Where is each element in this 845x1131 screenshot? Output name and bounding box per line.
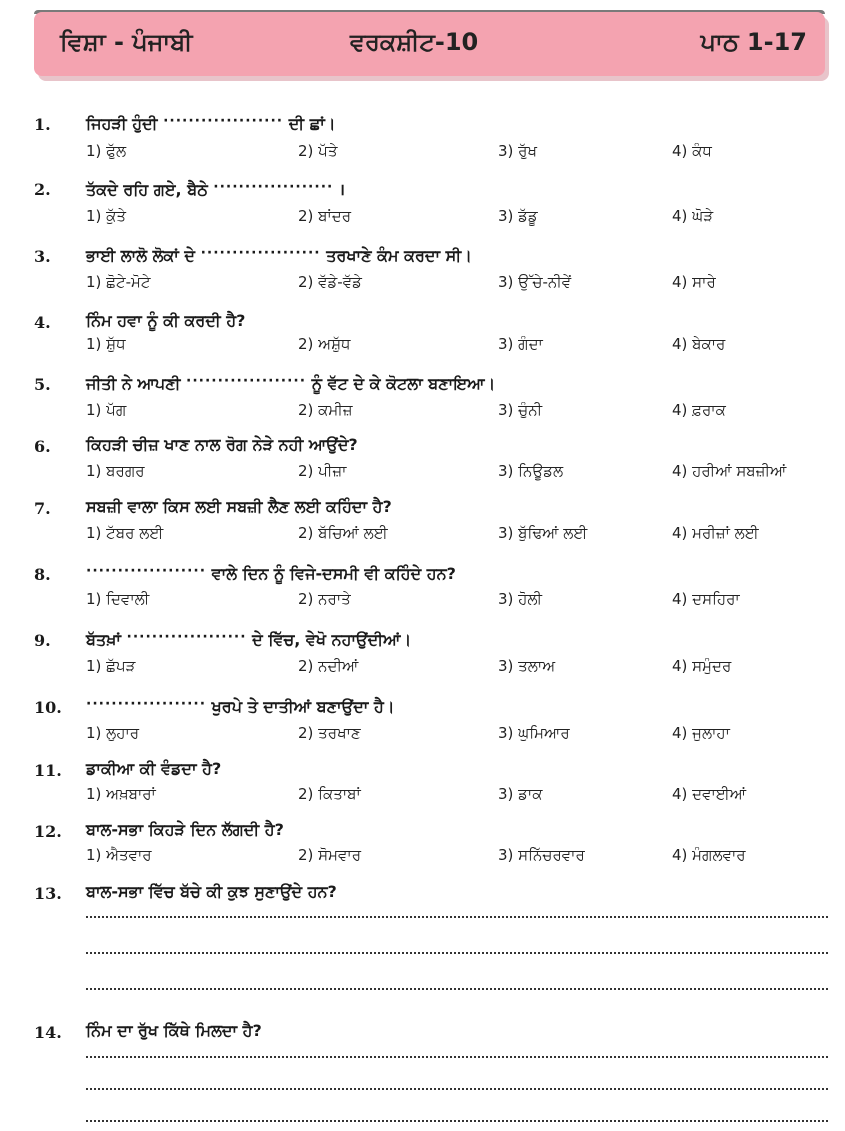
option-2: 2) ਸੋਮਵਾਰ	[298, 846, 362, 864]
option-1: 1) ਪੱਗ	[86, 401, 127, 419]
option-3: 3) ਡੱਡੂ	[498, 207, 538, 225]
question-number: 14.	[34, 1023, 62, 1042]
question-text: ਸਬਜ਼ੀ ਵਾਲਾ ਕਿਸ ਲਈ ਸਬਜ਼ੀ ਲੈਣ ਲਈ ਕਹਿੰਦਾ ਹੈ?	[86, 497, 392, 516]
option-2: 2) ਅਸ਼ੁੱਧ	[298, 335, 351, 353]
question-text-before: ਜੀਤੀ ਨੇ ਆਪਣੀ	[86, 374, 181, 393]
question-text	[86, 373, 495, 394]
option-3: 3) ਤਲਾਅ	[498, 657, 556, 675]
option-4: 4) ਹਰੀਆਂ ਸਬਜ਼ੀਆਂ	[672, 462, 787, 480]
option-3: 3) ਉੱਚੇ-ਨੀਵੇਂ	[498, 273, 572, 291]
option-1: 1) ਅਖ਼ਬਾਰਾਂ	[86, 785, 156, 803]
question-text: ਨਿੰਮ ਦਾ ਰੁੱਖ ਕਿੱਥੇ ਮਿਲਦਾ ਹੈ?	[86, 1021, 262, 1040]
question-number: 11.	[34, 761, 62, 780]
question-text-after: ਤਰਖਾਣੇ ਕੰਮ ਕਰਦਾ ਸੀ।	[326, 246, 472, 265]
option-1: 1) ਫੁੱਲ	[86, 142, 127, 160]
answer-line[interactable]	[86, 988, 828, 990]
option-2: 2) ਕਿਤਾਬਾਂ	[298, 785, 361, 803]
option-4: 4) ਕੰਧ	[672, 142, 712, 160]
subject-label: ਵਿਸ਼ਾ - ਪੰਜਾਬੀ	[60, 28, 193, 56]
option-2: 2) ਬਾਂਦਰ	[298, 207, 351, 225]
worksheet-title: ਵਰਕਸ਼ੀਟ-10	[350, 28, 479, 56]
option-2: 2) ਨਰਾਤੇ	[298, 590, 351, 608]
option-3: 3) ਚੁੰਨੀ	[498, 401, 543, 419]
option-4: 4) ਮੰਗਲਵਾਰ	[672, 846, 746, 864]
option-2: 2) ਤਰਖਾਣ	[298, 724, 361, 742]
question-number: 4.	[34, 313, 51, 332]
question-text-before: ਬੱਤਖ਼ਾਂ	[86, 630, 121, 649]
option-3: 3) ਗੰਦਾ	[498, 335, 543, 353]
question-text	[86, 696, 395, 717]
answer-line[interactable]	[86, 1056, 828, 1058]
question-text: ਬਾਲ-ਸਭਾ ਵਿੱਚ ਬੱਚੇ ਕੀ ਕੁਝ ਸੁਣਾਉਂਦੇ ਹਨ?	[86, 882, 337, 901]
fill-blank: ···················	[126, 629, 247, 645]
option-1: 1) ਟੱਬਰ ਲਈ	[86, 524, 164, 542]
question-text-before: ਤੱਕਦੇ ਰਹਿ ਗਏ, ਬੈਠੇ	[86, 180, 208, 199]
question-text-after: ਦੀ ਛਾਂ।	[288, 114, 336, 133]
option-3: 3) ਬੁੱਢਿਆਂ ਲਈ	[498, 524, 588, 542]
question-text: ਬਾਲ-ਸਭਾ ਕਿਹੜੇ ਦਿਨ ਲੱਗਦੀ ਹੈ?	[86, 820, 284, 839]
question-text	[86, 178, 345, 200]
question-number: 8.	[34, 565, 51, 584]
fill-blank: ···················	[213, 179, 334, 195]
question-number: 12.	[34, 822, 62, 841]
option-3: 3) ਨਿਊਡਲ	[498, 462, 564, 480]
option-4: 4) ਸਾਰੇ	[672, 273, 716, 291]
option-3: 3) ਡਾਕ	[498, 785, 543, 803]
question-text-after: ।	[338, 180, 345, 199]
question-number: 2.	[34, 180, 51, 199]
question-text: ਡਾਕੀਆ ਕੀ ਵੰਡਦਾ ਹੈ?	[86, 759, 222, 778]
question-number: 5.	[34, 375, 51, 394]
option-3: 3) ਘੁਮਿਆਰ	[498, 724, 570, 742]
answer-line[interactable]	[86, 1120, 828, 1122]
option-4: 4) ਬੇਕਾਰ	[672, 335, 726, 353]
question-number: 6.	[34, 437, 51, 456]
option-3: 3) ਰੁੱਖ	[498, 142, 537, 160]
question-text	[86, 113, 336, 134]
question-text-after: ਵਾਲੇ ਦਿਨ ਨੂੰ ਵਿਜੇ-ਦਸਮੀ ਵੀ ਕਹਿੰਦੇ ਹਨ?	[211, 564, 456, 583]
option-1: 1) ਕੁੱਤੇ	[86, 207, 126, 225]
question-text-after: ਖੁਰਪੇ ਤੇ ਦਾਤੀਆਂ ਬਣਾਉਂਦਾ ਹੈ।	[211, 697, 395, 716]
question-number: 9.	[34, 631, 51, 650]
question-text-before: ਜਿਹੜੀ ਹੁੰਦੀ	[86, 114, 158, 133]
question-text: ਕਿਹੜੀ ਚੀਜ਼ ਖਾਣ ਨਾਲ ਰੋਗ ਨੇੜੇ ਨਹੀ ਆਉਂਦੇ?	[86, 435, 358, 454]
answer-line[interactable]	[86, 952, 828, 954]
option-1: 1) ਐਤਵਾਰ	[86, 846, 152, 864]
option-1: 1) ਬਰਗਰ	[86, 462, 145, 480]
question-number: 1.	[34, 115, 51, 134]
option-1: 1) ਦਿਵਾਲੀ	[86, 590, 150, 608]
option-3: 3) ਸਨਿੱਚਰਵਾਰ	[498, 846, 585, 864]
question-number: 13.	[34, 884, 62, 903]
question-number: 10.	[34, 698, 62, 717]
question-text	[86, 629, 411, 650]
option-2: 2) ਵੱਡੇ-ਵੱਡੇ	[298, 273, 362, 291]
fill-blank: ···················	[163, 113, 284, 129]
lesson-range: ਪਾਠ 1-17	[700, 28, 807, 56]
question-text	[86, 563, 456, 584]
option-4: 4) ਦਵਾਈਆਂ	[672, 785, 747, 803]
answer-line[interactable]	[86, 916, 828, 918]
question-number: 7.	[34, 499, 51, 518]
option-4: 4) ਫ਼ਰਾਕ	[672, 401, 726, 419]
worksheet-header	[34, 12, 825, 76]
option-4: 4) ਮਰੀਜ਼ਾਂ ਲਈ	[672, 524, 759, 542]
fill-blank: ···················	[186, 373, 307, 389]
option-2: 2) ਨਦੀਆਂ	[298, 657, 359, 675]
option-1: 1) ਸ਼ੁੱਧ	[86, 335, 126, 353]
question-text	[86, 245, 472, 266]
option-4: 4) ਜੁਲਾਹਾ	[672, 724, 730, 742]
answer-line[interactable]	[86, 1088, 828, 1090]
option-1: 1) ਛੋਟੇ-ਮੋਟੇ	[86, 273, 151, 291]
option-1: 1) ਛੱਪੜ	[86, 657, 136, 675]
fill-blank: ···················	[200, 245, 321, 261]
option-2: 2) ਪੀਜ਼ਾ	[298, 462, 347, 480]
question-number: 3.	[34, 247, 51, 266]
question-text-after: ਨੂੰ ਵੱਟ ਦੇ ਕੇ ਕੋਟਲਾ ਬਣਾਇਆ।	[311, 374, 496, 393]
fill-blank: ···················	[86, 563, 207, 579]
option-1: 1) ਲੁਹਾਰ	[86, 724, 140, 742]
question-text-before: ਭਾਈ ਲਾਲੋ ਲੋਕਾਂ ਦੇ	[86, 246, 195, 265]
option-2: 2) ਕਮੀਜ਼	[298, 401, 353, 419]
fill-blank: ···················	[86, 696, 207, 712]
option-2: 2) ਪੱਤੇ	[298, 142, 338, 160]
option-4: 4) ਦਸਹਿਰਾ	[672, 590, 740, 608]
question-text-after: ਦੇ ਵਿੱਚ, ਵੇਖੋ ਨਹਾਉਂਦੀਆਂ।	[252, 630, 412, 649]
option-4: 4) ਘੋੜੇ	[672, 207, 714, 225]
option-3: 3) ਹੋਲੀ	[498, 590, 543, 608]
question-text: ਨਿੰਮ ਹਵਾ ਨੂੰ ਕੀ ਕਰਦੀ ਹੈ?	[86, 311, 246, 330]
option-2: 2) ਬੱਚਿਆਂ ਲਈ	[298, 524, 388, 542]
option-4: 4) ਸਮੁੰਦਰ	[672, 657, 732, 675]
